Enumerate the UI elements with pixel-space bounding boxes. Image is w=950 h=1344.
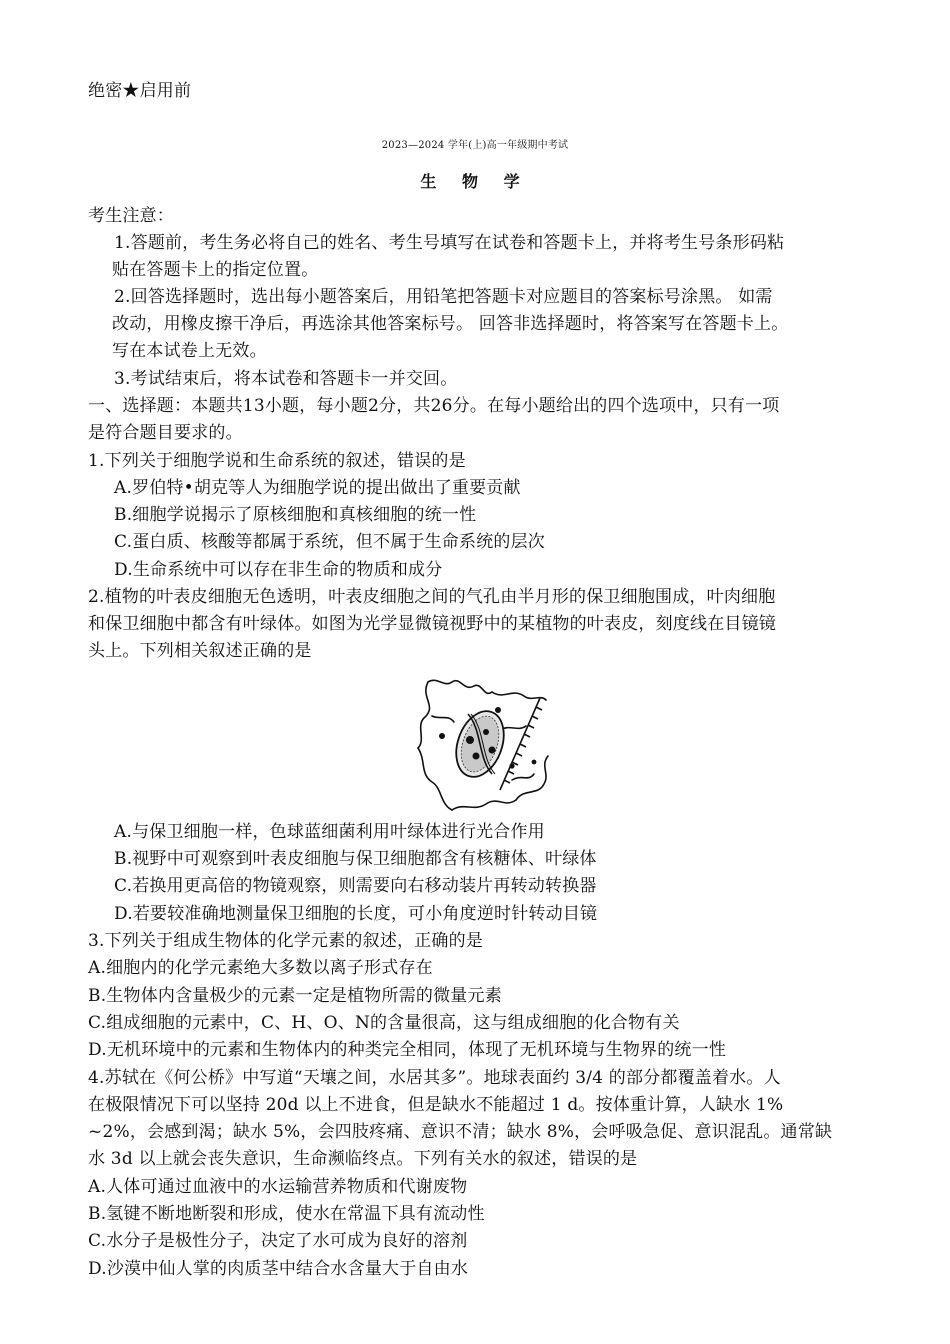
question-4-stem: 4.苏轼在《何公桥》中写道“天壤之间，水居其多”。地球表面约 3/4 的部分都覆盖着水。人 (88, 1068, 781, 1088)
question-2-stem: 和保卫细胞中都含有叶绿体。如图为光学显微镜视野中的某植物的叶表皮，刻度线在目镜镜 (88, 614, 776, 634)
notice-item: 贴在答题卡上的指定位置。 (112, 260, 319, 280)
question-2-stem: 2.植物的叶表皮细胞无色透明，叶表皮细胞之间的气孔由半月形的保卫细胞围成，叶肉细胞 (88, 587, 776, 607)
epidermal-cell-wall (492, 692, 546, 700)
section-heading: 一、选择题：本题共13小题，每小题2分，共26分。在每小题给出的四个选项中，只有一项 (88, 396, 780, 416)
subject-title: 生 物 学 (420, 172, 530, 191)
question-2-stem: 头上。下列相关叙述正确的是 (88, 641, 312, 661)
question-2-option-a: A.与保卫细胞一样，色球蓝细菌利用叶绿体进行光合作用 (114, 822, 545, 842)
question-1-option-d: D.生命系统中可以存在非生命的物质和成分 (114, 560, 443, 580)
question-3-option-c: C.组成细胞的元素中，C、H、O、N的含量很高，这与组成细胞的化合物有关 (88, 1013, 680, 1033)
notice-item: 1.答题前，考生务必将自己的姓名、考生号填写在试卷和答题卡上，并将考生号条形码粘 (114, 233, 785, 253)
notice-heading: 考生注意： (88, 206, 174, 226)
notice-item: 改动，用橡皮擦干净后，再选涂其他答案标号。 回答非选择题时，将答案写在答题卡上。 (112, 314, 789, 334)
notice-item: 写在本试卷上无效。 (112, 341, 267, 361)
notice-item: 2.回答选择题时，选出每小题答案后，用铅笔把答题卡对应题目的答案标号涂黑。 如需 (114, 287, 773, 307)
epidermal-cell-wall (432, 716, 454, 722)
question-4-stem: 在极限情况下可以坚持 20d 以上不进食，但是缺水不能超过 1 d。按体重计算，人缺水 1% (88, 1095, 784, 1115)
question-3-stem: 3.下列关于组成生物体的化学元素的叙述，正确的是 (88, 931, 484, 951)
question-1-option-b: B.细胞学说揭示了原核细胞和真核细胞的统一性 (114, 505, 477, 525)
question-3-option-b: B.生物体内含量极少的元素一定是植物所需的微量元素 (88, 986, 502, 1006)
epidermal-cell-wall (428, 680, 492, 693)
question-3-option-a: A.细胞内的化学元素绝大多数以离子形式存在 (88, 958, 433, 978)
question-3-option-d: D.无机环境中的元素和生物体内的种类完全相同，体现了无机环境与生物界的统一性 (88, 1040, 727, 1060)
question-1-option-a: A.罗伯特•胡克等人为细胞学说的提出做出了重要贡献 (114, 478, 521, 498)
question-1-option-c: C.蛋白质、核酸等都属于系统，但不属于生命系统的层次 (114, 532, 546, 552)
question-4-option-c: C.水分子是极性分子，决定了水可成为良好的溶剂 (88, 1231, 468, 1251)
guard-cells (448, 705, 513, 784)
question-4-option-b: B.氢键不断地断裂和形成，使水在常温下具有流动性 (88, 1204, 485, 1224)
microscope-leaf-epidermis-figure (412, 670, 562, 815)
question-4-stem: 水 3d 以上就会丧失意识，生命濒临终点。下列有关水的叙述，错误的是 (88, 1149, 638, 1169)
question-4-option-a: A.人体可通过血液中的水运输营养物质和代谢废物 (88, 1177, 468, 1197)
question-2-option-c: C.若换用更高倍的物镜观察，则需要向右移动装片再转动转换器 (114, 876, 597, 896)
section-heading: 是符合题目要求的。 (88, 423, 243, 443)
epidermal-cell-wall (452, 800, 516, 810)
question-1-stem: 1.下列关于细胞学说和生命系统的叙述，错误的是 (88, 451, 466, 471)
eyepiece-micrometer-scale (500, 698, 542, 790)
exam-title: 2023—2024 学年(上)高一年级期中考试 (381, 140, 569, 151)
epidermal-cell-wall (512, 774, 534, 780)
epidermal-cell-wall (418, 748, 452, 810)
question-2-option-b: B.视野中可观察到叶表皮细胞与保卫细胞都含有核糖体、叶绿体 (114, 849, 597, 869)
question-2-option-d: D.若要较准确地测量保卫细胞的长度，可小角度逆时针转动目镜 (114, 904, 598, 924)
epidermal-cell-wall (418, 682, 430, 748)
notice-item: 3.考试结束后，将本试卷和答题卡一并交回。 (114, 369, 458, 389)
question-4-stem: ~2%，会感到渴；缺水 5%，会四肢疼痛、意识不清；缺水 8%，会呼吸急促、意识混乱。通常缺 (88, 1122, 833, 1142)
question-4-option-d: D.沙漠中仙人掌的肉质茎中结合水含量大于自由水 (88, 1259, 469, 1279)
confidential-mark: 绝密★启用前 (88, 81, 192, 101)
